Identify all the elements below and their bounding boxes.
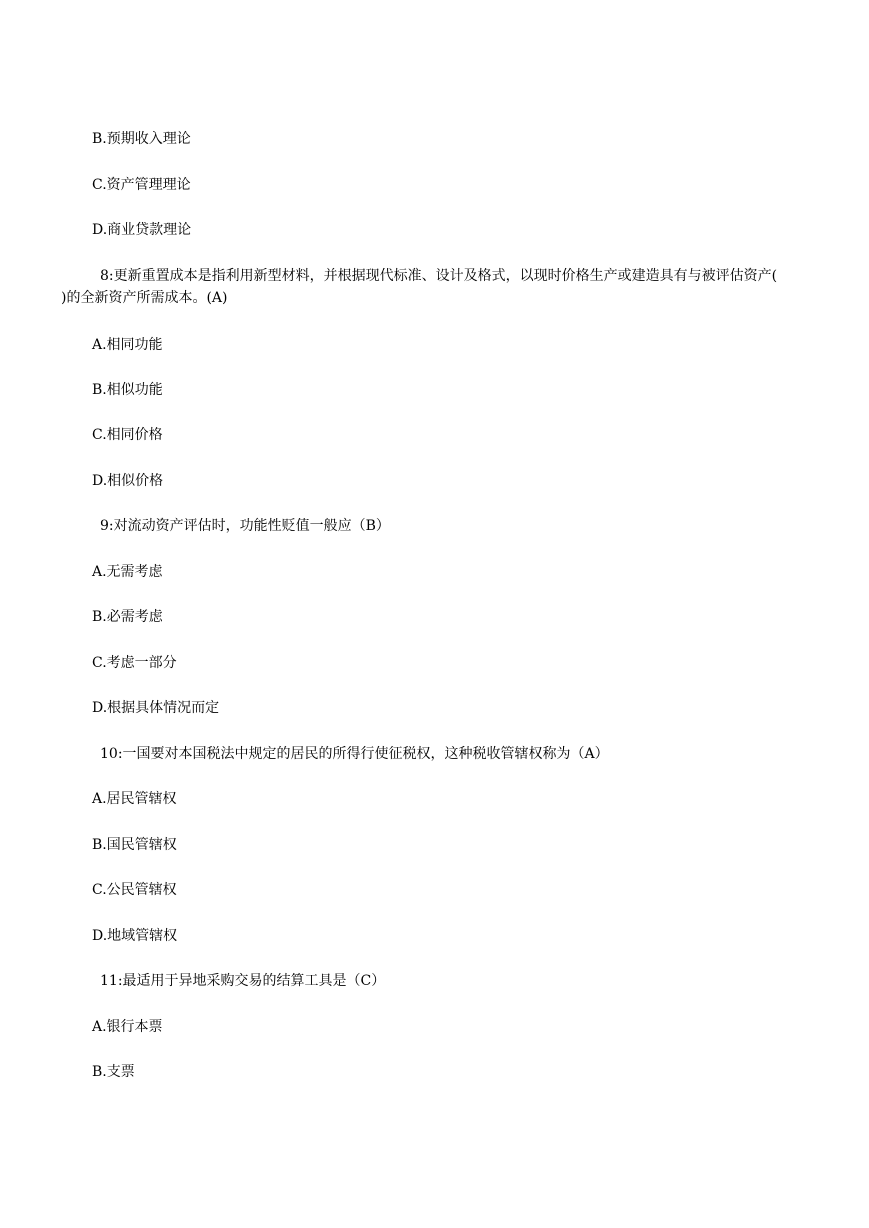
option-text: B.预期收入理论	[92, 131, 191, 147]
option-text: D.根据具体情况而定	[92, 700, 220, 716]
option-text: C.公民管辖权	[92, 882, 177, 898]
option-text: A.居民管辖权	[92, 791, 177, 807]
question-10: 10:一国要对本国税法中规定的居民的所得行使征税权，这种税收管辖权称为（A）	[100, 746, 609, 762]
question-8: 8:更新重置成本是指利用新型材料，并根据现代标准、设计及格式，以现时价格生产或建造具有与被评估资产( )的全新资产所需成本。(A)	[61, 268, 778, 306]
option-text: B.国民管辖权	[92, 837, 177, 853]
question-9: 9:对流动资产评估时，功能性贬值一般应（B）	[100, 518, 390, 534]
option-text: A.银行本票	[92, 1019, 163, 1035]
option-text: B.相似功能	[92, 382, 163, 398]
option-text: B.支票	[92, 1064, 135, 1080]
option-text: D.地域管辖权	[92, 928, 178, 944]
option-text: B.必需考虑	[92, 609, 163, 625]
option-text: A.无需考虑	[92, 564, 163, 580]
option-text: A.相同功能	[92, 337, 163, 353]
option-text: D.商业贷款理论	[92, 222, 192, 238]
option-text: C.资产管理理论	[92, 177, 191, 193]
option-text: C.相同价格	[92, 427, 163, 443]
question-11: 11:最适用于异地采购交易的结算工具是（C）	[100, 973, 386, 989]
option-text: C.考虑一部分	[92, 655, 177, 671]
option-text: D.相似价格	[92, 473, 164, 489]
